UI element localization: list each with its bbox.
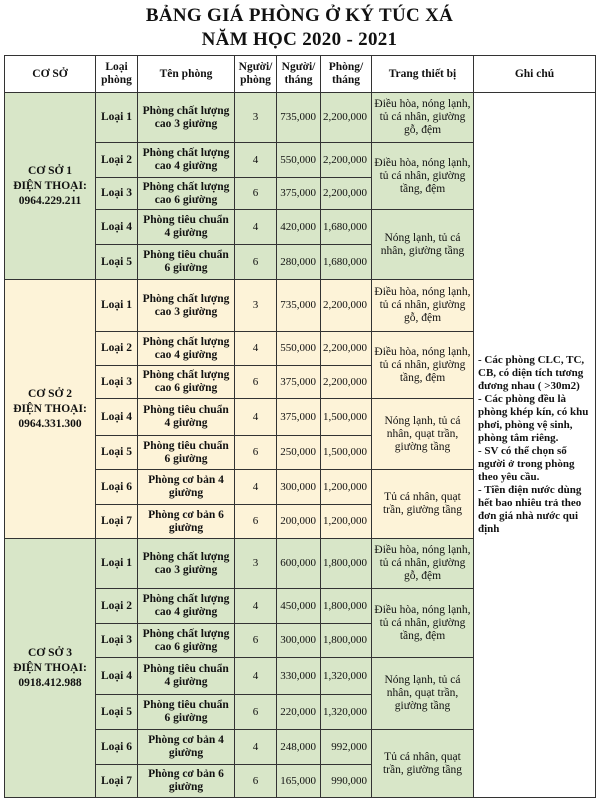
page-title: BẢNG GIÁ PHÒNG Ở KÝ TÚC XÁ <box>145 5 454 26</box>
price-per-person: 330,000 <box>277 658 321 695</box>
room-name: Phòng chất lượng cao 3 giường <box>138 539 235 589</box>
equipment-cell: Nóng lạnh, tủ cá nhân, giường tầng <box>372 210 474 280</box>
equipment-cell: Tủ cá nhân, quạt trần, giường tầng <box>372 470 474 539</box>
people-per-room: 4 <box>235 730 277 765</box>
room-name: Phòng tiêu chuẩn 6 giường <box>138 436 235 470</box>
price-per-person: 300,000 <box>277 624 321 658</box>
room-name: Phòng chất lượng cao 3 giường <box>138 280 235 332</box>
room-type: Loại 7 <box>96 505 138 539</box>
people-per-room: 6 <box>235 245 277 280</box>
people-per-room: 3 <box>235 539 277 589</box>
notes-cell <box>474 93 596 798</box>
header-ten-phong: Tên phòng <box>138 56 235 93</box>
header-nguoi-thang: Người/ tháng <box>277 56 321 93</box>
price-table <box>4 55 596 798</box>
price-per-room: 992,000 <box>321 730 372 765</box>
table-row <box>5 93 596 143</box>
price-per-person: 550,000 <box>277 332 321 366</box>
room-type: Loại 5 <box>96 695 138 730</box>
people-per-room: 4 <box>235 210 277 245</box>
price-per-person: 248,000 <box>277 730 321 765</box>
room-type: Loại 6 <box>96 470 138 505</box>
people-per-room: 6 <box>235 436 277 470</box>
room-type: Loại 4 <box>96 210 138 245</box>
price-per-person: 165,000 <box>277 765 321 798</box>
room-type: Loại 6 <box>96 730 138 765</box>
header-row <box>5 56 596 93</box>
header-loai-phong: Loại phòng <box>96 56 138 93</box>
room-name: Phòng chất lượng cao 3 giường <box>138 93 235 143</box>
price-per-room: 1,320,000 <box>321 658 372 695</box>
price-per-room: 1,680,000 <box>321 245 372 280</box>
price-per-person: 735,000 <box>277 280 321 332</box>
room-name: Phòng tiêu chuẩn 6 giường <box>138 245 235 280</box>
price-per-person: 220,000 <box>277 695 321 730</box>
room-name: Phòng cơ bản 6 giường <box>138 505 235 539</box>
room-type: Loại 7 <box>96 765 138 798</box>
price-per-person: 375,000 <box>277 366 321 399</box>
price-per-person: 375,000 <box>277 178 321 210</box>
people-per-room: 4 <box>235 143 277 178</box>
price-per-person: 300,000 <box>277 470 321 505</box>
room-name: Phòng chất lượng cao 6 giường <box>138 624 235 658</box>
people-per-room: 4 <box>235 658 277 695</box>
room-type: Loại 5 <box>96 245 138 280</box>
price-per-room: 2,200,000 <box>321 280 372 332</box>
site-2-phone: 0964.331.300 <box>18 417 82 430</box>
equipment-cell: Tủ cá nhân, quạt trần, giường tầng <box>372 730 474 798</box>
equipment-cell: Điều hòa, nóng lạnh, tủ cá nhân, giường tầng, đệm <box>372 589 474 658</box>
site-2-phone-label: ĐIỆN THOẠI: <box>13 402 87 415</box>
price-per-room: 1,500,000 <box>321 399 372 436</box>
people-per-room: 3 <box>235 280 277 332</box>
site-3-cell <box>5 539 96 798</box>
equipment-cell: Nóng lạnh, tủ cá nhân, quạt trần, giường tầng <box>372 658 474 730</box>
room-name: Phòng cơ bản 4 giường <box>138 470 235 505</box>
room-type: Loại 5 <box>96 436 138 470</box>
price-per-room: 2,200,000 <box>321 332 372 366</box>
price-per-room: 990,000 <box>321 765 372 798</box>
price-per-person: 600,000 <box>277 539 321 589</box>
price-per-room: 1,200,000 <box>321 470 372 505</box>
price-per-room: 2,200,000 <box>321 143 372 178</box>
room-name: Phòng tiêu chuẩn 4 giường <box>138 210 235 245</box>
room-name: Phòng tiêu chuẩn 4 giường <box>138 399 235 436</box>
page-subtitle: NĂM HỌC 2020 - 2021 <box>201 29 398 50</box>
price-per-room: 1,200,000 <box>321 505 372 539</box>
header-nguoi-phong: Người/ phòng <box>235 56 277 93</box>
note-item: - SV có thể chọn số người ở trong phòng theo yêu cầu. <box>478 445 575 483</box>
equipment-cell: Điều hòa, nóng lạnh, tủ cá nhân, giường gỗ, đệm <box>372 93 474 143</box>
site-1-phone: 0964.229.211 <box>18 194 82 207</box>
people-per-room: 6 <box>235 178 277 210</box>
room-type: Loại 3 <box>96 178 138 210</box>
price-per-person: 200,000 <box>277 505 321 539</box>
price-per-room: 1,500,000 <box>321 436 372 470</box>
people-per-room: 6 <box>235 695 277 730</box>
room-type: Loại 2 <box>96 143 138 178</box>
site-3-name: CƠ SỞ 3 <box>27 646 73 659</box>
header-ghi-chu: Ghi chú <box>474 56 596 93</box>
room-type: Loại 4 <box>96 399 138 436</box>
price-per-room: 2,200,000 <box>321 93 372 143</box>
price-per-person: 250,000 <box>277 436 321 470</box>
price-per-room: 1,320,000 <box>321 695 372 730</box>
price-per-person: 735,000 <box>277 93 321 143</box>
people-per-room: 3 <box>235 93 277 143</box>
room-name: Phòng cơ bản 6 giường <box>138 765 235 798</box>
header-phong-thang: Phòng/ tháng <box>321 56 372 93</box>
room-type: Loại 3 <box>96 366 138 399</box>
price-per-person: 420,000 <box>277 210 321 245</box>
site-1-name: CƠ SỞ 1 <box>27 164 73 177</box>
room-name: Phòng chất lượng cao 4 giường <box>138 143 235 178</box>
header-coso: CƠ SỞ <box>5 56 96 93</box>
note-item: - Các phòng đều là phòng khép kín, có khu phơi, phòng vệ sinh, phòng tắm riêng. <box>478 393 589 444</box>
price-per-room: 2,200,000 <box>321 178 372 210</box>
room-name: Phòng tiêu chuẩn 6 giường <box>138 695 235 730</box>
people-per-room: 4 <box>235 589 277 624</box>
price-per-person: 450,000 <box>277 589 321 624</box>
room-name: Phòng chất lượng cao 6 giường <box>138 178 235 210</box>
room-name: Phòng tiêu chuẩn 4 giường <box>138 658 235 695</box>
people-per-room: 6 <box>235 765 277 798</box>
price-per-room: 1,800,000 <box>321 589 372 624</box>
room-type: Loại 3 <box>96 624 138 658</box>
price-per-room: 2,200,000 <box>321 366 372 399</box>
site-2-cell <box>5 280 96 539</box>
note-item: - Các phòng CLC, TC, CB, có diện tích tương đương nhau ( >30m2) <box>478 354 585 392</box>
site-3-phone: 0918.412.988 <box>18 676 82 689</box>
price-per-room: 1,800,000 <box>321 624 372 658</box>
room-type: Loại 2 <box>96 332 138 366</box>
price-per-room: 1,680,000 <box>321 210 372 245</box>
people-per-room: 4 <box>235 470 277 505</box>
people-per-room: 6 <box>235 366 277 399</box>
room-name: Phòng cơ bản 4 giường <box>138 730 235 765</box>
header-trang-thiet-bi: Trang thiết bị <box>372 56 474 93</box>
equipment-cell: Điều hòa, nóng lạnh, tủ cá nhân, giường tầng, đệm <box>372 332 474 399</box>
equipment-cell: Điều hòa, nóng lạnh, tủ cá nhân, giường gỗ, đệm <box>372 539 474 589</box>
equipment-cell: Điều hòa, nóng lạnh, tủ cá nhân, giường gỗ, đệm <box>372 280 474 332</box>
room-name: Phòng chất lượng cao 4 giường <box>138 589 235 624</box>
site-1-phone-label: ĐIỆN THOẠI: <box>13 179 87 192</box>
price-per-person: 550,000 <box>277 143 321 178</box>
price-per-room: 1,800,000 <box>321 539 372 589</box>
site-2-name: CƠ SỞ 2 <box>27 387 73 400</box>
people-per-room: 6 <box>235 624 277 658</box>
room-type: Loại 1 <box>96 93 138 143</box>
price-per-person: 375,000 <box>277 399 321 436</box>
note-item: - Tiền điện nước dùng hết bao nhiêu trả theo đơn giá nhà nước qui định <box>478 484 582 535</box>
people-per-room: 4 <box>235 399 277 436</box>
equipment-cell: Điều hòa, nóng lạnh, tủ cá nhân, giường tầng, đệm <box>372 143 474 210</box>
room-name: Phòng chất lượng cao 4 giường <box>138 332 235 366</box>
room-name: Phòng chất lượng cao 6 giường <box>138 366 235 399</box>
site-1-cell <box>5 93 96 280</box>
room-type: Loại 4 <box>96 658 138 695</box>
room-type: Loại 1 <box>96 280 138 332</box>
people-per-room: 6 <box>235 505 277 539</box>
room-type: Loại 1 <box>96 539 138 589</box>
site-3-phone-label: ĐIỆN THOẠI: <box>13 661 87 674</box>
price-per-person: 280,000 <box>277 245 321 280</box>
equipment-cell: Nóng lạnh, tủ cá nhân, quạt trần, giường tầng <box>372 399 474 470</box>
room-type: Loại 2 <box>96 589 138 624</box>
people-per-room: 4 <box>235 332 277 366</box>
